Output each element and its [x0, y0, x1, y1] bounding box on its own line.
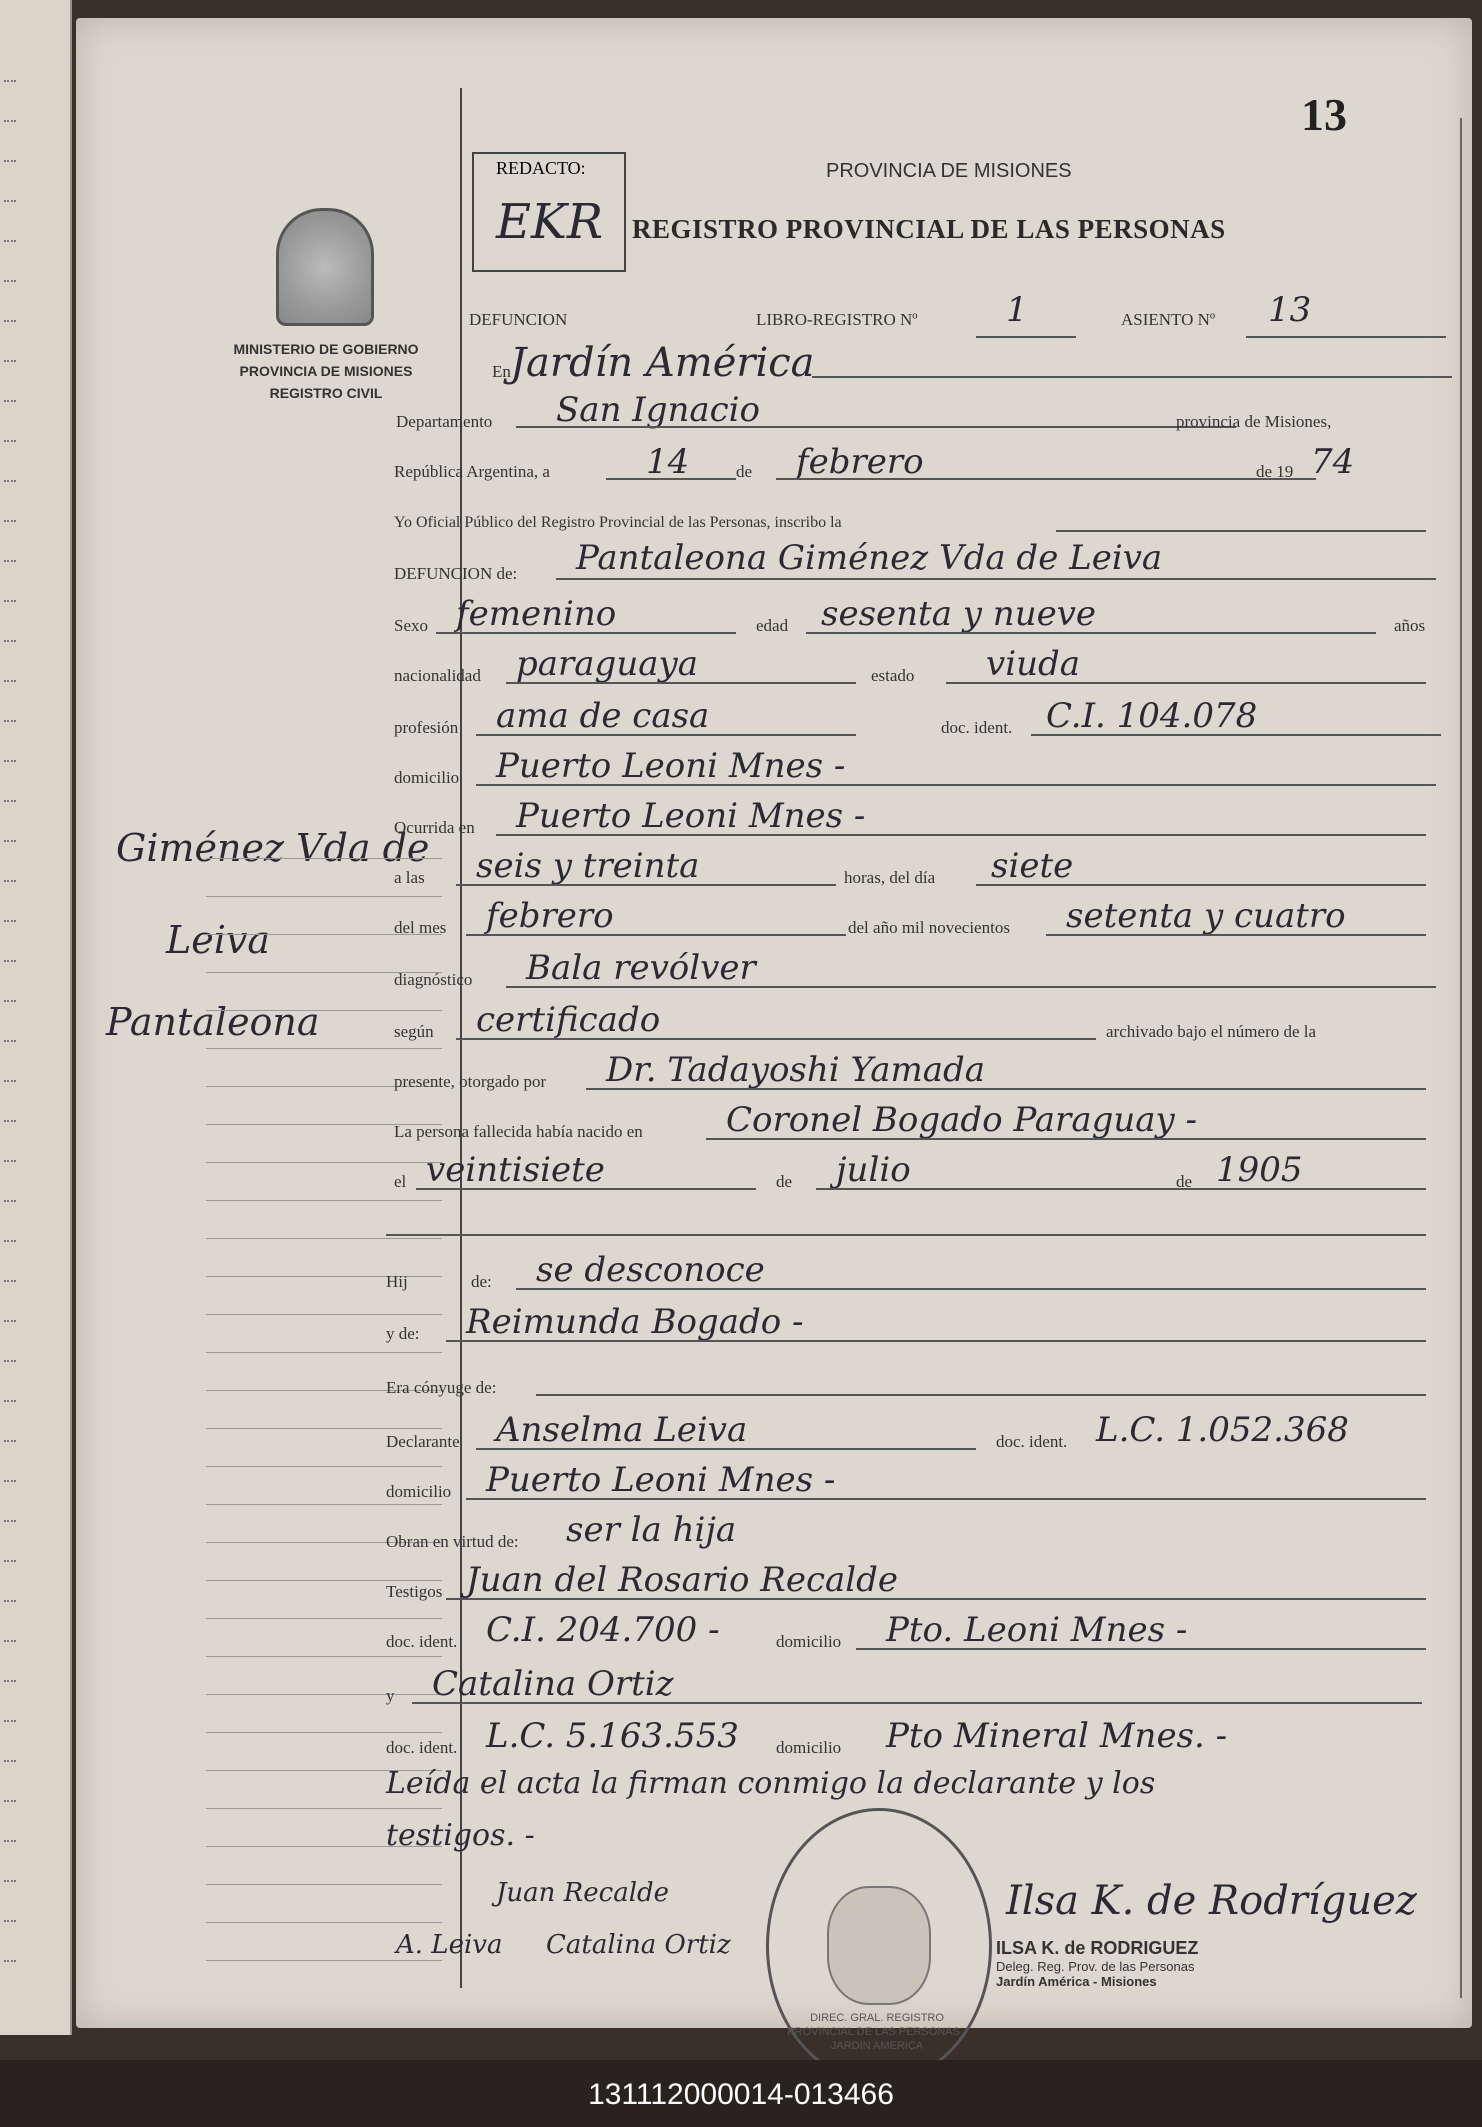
official-stamp-line2: Deleg. Reg. Prov. de las Personas	[996, 1959, 1195, 1974]
dia2-value: siete	[991, 846, 1074, 886]
page-edge-dot	[4, 640, 16, 642]
profesion-value: ama de casa	[496, 696, 710, 736]
page-edge-dot	[4, 880, 16, 882]
y-label: y	[386, 1686, 395, 1705]
page-edge-dot	[4, 480, 16, 482]
page-edge-dot	[4, 120, 16, 122]
page-edge-dot	[4, 1200, 16, 1202]
round-stamp-text: DIREC. GRAL. REGISTRO PROVINCIAL DE LAS PERSONAS · JARDIN AMERICA	[787, 2012, 967, 2052]
page-edge-dot	[4, 600, 16, 602]
declarante-value: Anselma Leiva	[496, 1410, 748, 1450]
conyuge-label: Era cónyuge de:	[386, 1378, 497, 1397]
redacto-value: EKR	[496, 194, 604, 250]
page-edge-dot	[4, 1040, 16, 1042]
margin-ruled-line	[206, 1922, 442, 1923]
doc-ident2-value: L.C. 1.052.368	[1096, 1410, 1349, 1450]
doc-ident3-label: doc. ident.	[386, 1632, 458, 1651]
margin-ruled-line	[206, 858, 442, 859]
ministry-line1: MINISTERIO DE GOBIERNO	[233, 341, 419, 357]
delanio-label: del año mil novecientos	[848, 918, 1010, 937]
doc-ident-value: C.I. 104.078	[1046, 696, 1258, 736]
page-edge-dot	[4, 1640, 16, 1642]
ministry-block	[206, 338, 446, 404]
page-edge-dot	[4, 1960, 16, 1962]
page-edge-dot	[4, 1160, 16, 1162]
page-edge-dot	[4, 200, 16, 202]
nombre-value: Pantaleona Giménez Vda de Leiva	[576, 538, 1163, 578]
margin-ruled-line	[206, 1960, 442, 1961]
doc-ident4-value: L.C. 5.163.553	[486, 1716, 739, 1756]
dia-value: 14	[646, 442, 690, 482]
margin-ruled-line	[206, 1162, 442, 1163]
page-edge-dot	[4, 1800, 16, 1802]
page-edge-dot	[4, 560, 16, 562]
asiento-value: 13	[1268, 290, 1312, 330]
signature-2: Catalina Ortiz	[546, 1930, 731, 1960]
margin-ruled-line	[206, 896, 442, 897]
page-edge-dot	[4, 400, 16, 402]
page-edge-dot	[4, 1600, 16, 1602]
ministry-line2: PROVINCIA DE MISIONES	[239, 363, 413, 379]
sexo-value: femenino	[456, 594, 617, 634]
presente-value: Dr. Tadayoshi Yamada	[606, 1050, 986, 1090]
margin-ruled-line	[206, 1808, 442, 1809]
edad-label: edad	[756, 616, 789, 635]
yde-label: y de:	[386, 1324, 420, 1343]
domicilio2-label: domicilio	[386, 1482, 452, 1501]
doc-ident2-label: doc. ident.	[996, 1432, 1068, 1451]
page-edge-dot	[4, 1320, 16, 1322]
testigos-value: Juan del Rosario Recalde	[466, 1560, 899, 1600]
asiento-label: ASIENTO Nº	[1121, 310, 1216, 329]
provincial-seal-icon	[276, 208, 374, 326]
page-edge-dot	[4, 1240, 16, 1242]
page-edge-dot	[4, 1080, 16, 1082]
defuncion-de-label: DEFUNCION de:	[394, 564, 518, 583]
de-label: de	[736, 462, 753, 481]
page-edge-dot	[4, 1920, 16, 1922]
leida-line1: Leída el acta la firman conmigo la declarante y los	[386, 1766, 1156, 1801]
leida-line2: testigos. -	[386, 1818, 535, 1853]
alas-label: a las	[394, 868, 425, 887]
margin-ruled-line	[206, 1048, 442, 1049]
mes2-value: julio	[836, 1150, 911, 1190]
margin-ruled-line	[206, 1656, 442, 1657]
horas-label: horas, del día	[844, 868, 936, 887]
register-page	[76, 18, 1472, 2052]
domicilio4-label: domicilio	[776, 1738, 842, 1757]
archivado-label: archivado bajo el número de la	[1106, 1022, 1317, 1041]
ocurrida-value: Puerto Leoni Mnes -	[516, 796, 866, 836]
page-edge-dot	[4, 1400, 16, 1402]
margin-ruled-line	[206, 1238, 442, 1239]
en-label: En	[492, 362, 511, 381]
hij-label: Hij	[386, 1272, 408, 1291]
sexo-label: Sexo	[394, 616, 428, 635]
de2-label: de	[776, 1172, 793, 1191]
page-edge-dot	[4, 360, 16, 362]
page-edge-dot	[4, 680, 16, 682]
doc-ident4-label: doc. ident.	[386, 1738, 458, 1757]
anio-value: 74	[1311, 442, 1355, 482]
anos-label: años	[1394, 616, 1426, 635]
page-edge-dot	[4, 1360, 16, 1362]
official-stamp-line1: ILSA K. de RODRIGUEZ	[996, 1938, 1199, 1958]
page-edge-dot	[4, 160, 16, 162]
margin-ruled-line	[206, 1580, 442, 1581]
profesion-label: profesión	[394, 718, 459, 737]
domicilio3-label: domicilio	[776, 1632, 842, 1651]
page-edge-dot	[4, 1480, 16, 1482]
page-edge-dot	[4, 320, 16, 322]
margin-ruled-line	[206, 1466, 442, 1467]
de4-label: de:	[471, 1272, 492, 1291]
page-edge-dot	[4, 960, 16, 962]
domicilio3-value: Pto. Leoni Mnes -	[886, 1610, 1188, 1650]
ministry-line3: REGISTRO CIVIL	[269, 385, 383, 401]
margin-ruled-line	[206, 1732, 442, 1733]
page-edge-dot	[4, 240, 16, 242]
de19-label: de 19	[1256, 462, 1294, 481]
republica-label: República Argentina, a	[394, 462, 550, 481]
domicilio-label: domicilio	[394, 768, 460, 787]
margin-ruled-line	[206, 1200, 442, 1201]
page-edge-dot	[4, 520, 16, 522]
left-page-edge	[0, 0, 72, 2035]
margin-ruled-line	[206, 1428, 442, 1429]
nacido-label: La persona fallecida había nacido en	[394, 1122, 643, 1141]
signature-3: A. Leiva	[396, 1930, 503, 1960]
segun-value: certificado	[476, 1000, 661, 1040]
document-id: 131112000014-013466	[588, 2078, 894, 2111]
page-edge-dot	[4, 1440, 16, 1442]
delmes-value: febrero	[486, 896, 614, 936]
margin-ruled-line	[206, 1504, 442, 1505]
official-stamp	[996, 1938, 1198, 1989]
domicilio2-value: Puerto Leoni Mnes -	[486, 1460, 836, 1500]
page-edge-dot	[4, 800, 16, 802]
header-registry: REGISTRO PROVINCIAL DE LAS PERSONAS	[632, 214, 1226, 244]
testigos-label: Testigos	[386, 1582, 443, 1601]
estado-value: viuda	[986, 644, 1081, 684]
delanio-value: setenta y cuatro	[1066, 896, 1346, 936]
declarante-label: Declarante	[386, 1432, 460, 1451]
page-number: 13	[1301, 89, 1347, 140]
margin-note-line3: Pantaleona	[106, 1000, 320, 1044]
obran-label: Obran en virtud de:	[386, 1532, 519, 1551]
segun-label: según	[394, 1022, 434, 1041]
edad-value: sesenta y nueve	[821, 594, 1097, 634]
libro-value: 1	[1006, 290, 1028, 330]
provincia-label: provincia de Misiones,	[1176, 412, 1332, 431]
madre-value: Reimunda Bogado -	[466, 1302, 804, 1342]
page-edge-dot	[4, 440, 16, 442]
testigo2-value: Catalina Ortiz	[432, 1664, 674, 1704]
page-edge-dot	[4, 920, 16, 922]
mes-value: febrero	[796, 442, 924, 482]
stamp-emblem-icon	[827, 1886, 931, 2005]
page-edge-dot	[4, 840, 16, 842]
official-stamp-line3: Jardín América - Misiones	[996, 1974, 1157, 1989]
signature-1: Juan Recalde	[496, 1878, 670, 1908]
el-label: el	[394, 1172, 407, 1191]
page-edge-dot	[4, 1280, 16, 1282]
page-edge-dot	[4, 1760, 16, 1762]
de3-label: de	[1176, 1172, 1193, 1191]
nacido-value: Coronel Bogado Paraguay -	[726, 1100, 1198, 1140]
margin-ruled-line	[206, 1314, 442, 1315]
nacionalidad-label: nacionalidad	[394, 666, 481, 685]
ocurrida-label: Ocurrida en	[394, 818, 475, 837]
page-edge-dot	[4, 280, 16, 282]
delmes-label: del mes	[394, 918, 447, 937]
estado-label: estado	[871, 666, 915, 685]
domicilio4-value: Pto Mineral Mnes. -	[886, 1716, 1228, 1756]
margin-ruled-line	[206, 1694, 442, 1695]
page-edge-dot	[4, 1680, 16, 1682]
margin-ruled-line	[206, 1352, 442, 1353]
margin-ruled-line	[206, 1618, 442, 1619]
page-edge-dot	[4, 80, 16, 82]
libro-label: LIBRO-REGISTRO Nº	[756, 310, 918, 329]
departamento-value: San Ignacio	[556, 390, 761, 430]
nacionalidad-value: paraguaya	[516, 644, 698, 684]
page-edge-dot	[4, 720, 16, 722]
obran-value: ser la hija	[566, 1510, 737, 1550]
diagnostico-value: Bala revólver	[526, 948, 756, 988]
domicilio-value: Puerto Leoni Mnes -	[496, 746, 846, 786]
round-stamp	[766, 1808, 992, 2084]
redacto-box	[472, 152, 626, 272]
page-edge-dot	[4, 1000, 16, 1002]
departamento-label: Departamento	[396, 412, 493, 431]
diagnostico-label: diagnóstico	[394, 970, 473, 989]
margin-ruled-line	[206, 1884, 442, 1885]
page-edge-dot	[4, 760, 16, 762]
yo-oficial-text: Yo Oficial Público del Registro Provincial de las Personas, inscribo la	[394, 514, 842, 531]
page-edge-dot	[4, 1840, 16, 1842]
right-rule	[1460, 118, 1462, 1998]
el-value: veintisiete	[426, 1150, 605, 1190]
header-province: PROVINCIA DE MISIONES	[826, 160, 1072, 182]
presente-label: presente, otorgado por	[394, 1072, 547, 1091]
padre-value: se desconoce	[536, 1250, 765, 1290]
doc-ident-label: doc. ident.	[941, 718, 1013, 737]
doc-ident3-value: C.I. 204.700 -	[486, 1610, 720, 1650]
en-value: Jardín América	[510, 340, 815, 386]
signature-official: Ilsa K. de Rodríguez	[1006, 1878, 1417, 1924]
anio2-value: 1905	[1216, 1150, 1303, 1190]
margin-note-line1: Giménez Vda de	[116, 826, 430, 870]
page-edge-dot	[4, 1560, 16, 1562]
page-edge-dot	[4, 1520, 16, 1522]
page-edge-dot	[4, 1720, 16, 1722]
redacto-label: REDACTO:	[496, 158, 586, 178]
alas-value: seis y treinta	[476, 846, 700, 886]
margin-note-line2: Leiva	[166, 918, 270, 962]
page-edge-dot	[4, 1880, 16, 1882]
page-edge-dot	[4, 1120, 16, 1122]
margin-ruled-line	[206, 1010, 442, 1011]
defuncion-label: DEFUNCION	[469, 310, 568, 329]
